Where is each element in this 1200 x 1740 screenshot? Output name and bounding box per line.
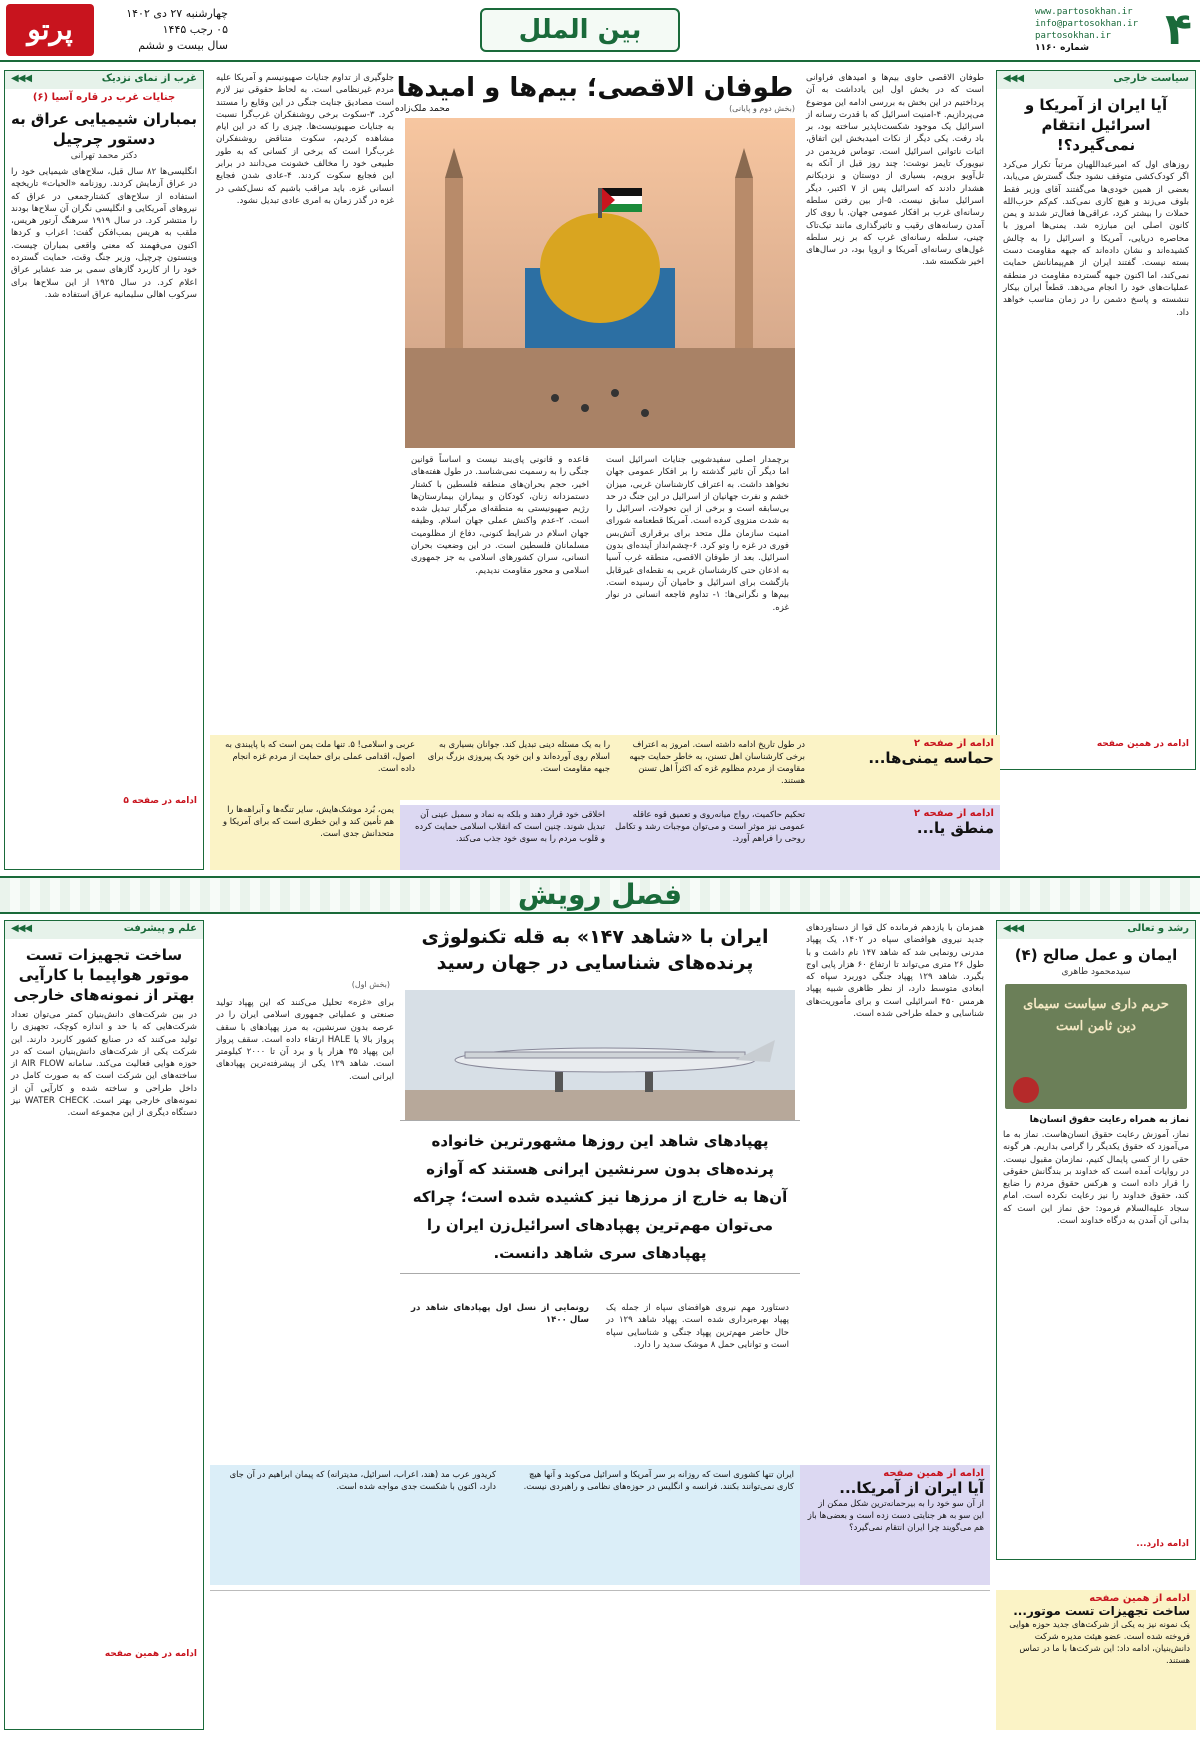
column-author: دکتر محمد تهرانی [70, 151, 138, 161]
column-title: بمباران شیمیایی عراق به دستور چرچیل [10, 110, 198, 148]
column-body: روزهای اول که امیرعبداللهیان مرتباً تکرار می‌کرد اگر کودک‌کشی متوقف نشود جنگ گسترش می‌یابد، بعضی از همین خودی‌ها می‌گفتند آقای وزیر فقط بلوف می‌زند و هیچ کاری نمی‌کند. کم‌کم حزب‌الله حملات را بیشتر کرد، عراقی‌ها فعال‌تر شدند و یمن کانون اصلی این مبارزه شد. یمنی‌ها امروز با محاصره دریایی، آمریکا و اسرائیل را به چالش کشیده‌اند و نشان داده‌اند که جبهه مقاومت دست بسته نیست. گفتند ایران از هم‌پیمانانش حمایت نمی‌کند، اما اکنون جبهه گسترده مقاومت در منطقه عملیات‌های خود را انجام می‌دهد. قطعاً ایران بیکار ننشسته و پاسخ دشمن را در زمان مناسب خواهد داد. [1003, 160, 1189, 318]
drone-illustration [405, 990, 795, 1120]
al-aqsa-image [405, 118, 795, 448]
column-body: در بین شرکت‌های دانش‌بنیان کمتر می‌توان تعداد شرکت‌هایی که با حد و اندازه کوچک، تجهیزی را تولید می‌کنند که در صنایع کشور کاربرد دارند. این شرکت یکی از شرکت‌های دانش‌بنیان است که در حوزه هوایی فعالیت می‌کند. سامانه AIR FLOW از ساخته‌های این شرکت است که به صورت کامل در داخل طراحی و ساخته شده و کارآیی آن از نمونه‌های خارجی بهتر است. WATER CHECK نیز دستگاه دیگری از این مجموعه است. [11, 1010, 197, 1119]
yemen-continuation-extra: یمن، بُرد موشک‌هایش، سایر تنگه‌ها و آبراهه‌ها را هم تأمین کند و این خطری است که برای آمریکا و متحدانش جدی است. [210, 800, 400, 870]
logic-continuation-strip: ادامه از صفحه ۲ منطق یا... تحکیم حاکمیت، رواج میانه‌روی و تعمیق قوه عاقله عمومی نیز موثر است و می‌توان موجبات رشد و تکامل روحی را فراهم آورد. اخلاقی خود قرار دهند و بلکه به نماد و سمبل عینی آن تبدیل شوند. چنین است که انقلاب اسلامی حمایت کرده و قلوب مردم را به سوی خود جذب می‌کند. [400, 805, 1000, 870]
drone-col-d: رونمایی از نسل اول پهپادهای شاهد در سال ۱۴۰۰ [411, 1303, 589, 1326]
logic-continuation-extra [210, 805, 400, 811]
drone-pull-quote: پهپادهای شاهد این روزها مشهورترین خانواده پرنده‌های بدون سرنشین ایرانی هستند که آوازه آن‌ها به خارج از مرزها نیز کشیده شده است؛ چراکه می‌توان مهم‌ترین پهپادهای اسرائیل‌زن ایران را پهپادهای سری شاهد دانست. [400, 1120, 800, 1274]
website-link[interactable]: www.partosokhan.ir [1035, 7, 1133, 17]
west-closeup-column [4, 70, 204, 870]
continue-note: ادامه در همین صفحه [104, 1649, 197, 1659]
date-block [98, 6, 228, 54]
drone-article-part: (بخش اول) [351, 980, 390, 989]
continue-note: ادامه در صفحه ۵ [123, 796, 197, 806]
main-article-col-c: جلوگیری از تداوم جنایات صهیونیسم و آمریکا علیه مردم غیرنظامی است. به لحاظ حقوقی نیز لازم است مصادیق جنایت جنگی در این وقایع را مستند کرد. ۳-سکوت برخی روشنفکران غرب‌گرا نسبت به جنایات صهیونیست‌ها. چیزی را که در این ایام مشاهده کردیم، سکوت متناقض روشنفکران غرب‌گرا است که برخی از کسانی که به طور طبیعی خود را مخالف خشونت می‌دانند در برابر این فجایع سکوت کردند. ۴-عادی شدن فجایع انسانی غزه. باید مراقب باشیم که نسل‌کشی در غزه در گذر زمان به امری عادی تبدیل نشود. [216, 73, 394, 206]
continue-note: ادامه دارد... [1136, 1539, 1189, 1549]
continue-note: ادامه در همین صفحه [1096, 739, 1189, 749]
contact-info [1035, 6, 1138, 54]
arrows-icon: ◀◀◀ [11, 73, 32, 84]
column-header: غرب از نمای نزدیک ◀◀◀ [5, 71, 203, 89]
arrows-icon: ◀◀◀ [1003, 923, 1024, 934]
section-title: بین الملل [480, 8, 680, 52]
date-solar: چهارشنبه ۲۷ دی ۱۴۰۲ [126, 7, 228, 20]
science-column [4, 920, 204, 1730]
column-title: ایمان و عمل صالح (۴) [1014, 946, 1178, 964]
drone-col-a: همزمان با یازدهم فرمانده کل قوا از دستاوردهای جدید نیروی هوافضای سپاه در ۱۴۰۲، یک پهپاد مدرنی رونمایی شد که شاهد ۱۴۷ نام داشت و با طول ۲۶ متری می‌تواند تا ارتفاع ۶۰ هزار پایی اوج بگیرد. شاهد ۱۲۹ پهپاد جنگی دوربرد سپاه که ابعادی متوسط دارد، از نظر ظاهری شبیه پهپاد هرمس ۴۵۰ اسرائیلی است و برای مأموریت‌های شناسایی و حمله طراحی شده است. [806, 923, 985, 1020]
yemen-continuation-strip: ادامه از صفحه ۲ حماسه یمنی‌ها... در طول تاریخ ادامه داشته است. امروز به اعتراف برخی کارشناسان اهل تسنن، به خاطر حمایت جبهه مقاومت از مردم مظلوم غزه که اکثراً اهل تسنن هستند. را به یک مسئله دینی تبدیل کند. جوانان بسیاری به اسلام روی آورده‌اند و این خود یک پیروزی بزرگ برای جبهه مقاومت است. عربی و اسلامی! ۵. تنها ملت یمن است که با پایبندی به اصول، اقدامی عملی برای حمایت از مردم غزه انجام داده است. [210, 735, 1000, 800]
calligraphy-image: حریم داری سیاست سیمای دین ثامن است [1005, 984, 1187, 1109]
main-article-title: طوفان الاقصی؛ بیم‌ها و امیدها [396, 73, 794, 103]
drone-col-b: برای «غزه» تحلیل می‌کنند که این پهپاد تولید صنعتی و عملیاتی جمهوری اسلامی ایران را در عرصه بدون سرنشین، به مرز پهپادهای با سقف پرواز بالا یا HALE ارتقاء داده است. سقف پرواز این پهپاد ۳۵ هزار پا و برد آن تا ۲۰۰۰ کیلومتر است. شاهد ۱۲۹ یکی از پیشرفته‌ترین پهپادهای ایرانی است. [216, 998, 395, 1082]
dome-illustration [405, 118, 795, 448]
rose-icon [1013, 1077, 1039, 1103]
main-article-author: محمد ملک‌زاده [395, 104, 450, 114]
column-body: انگلیسی‌ها ۸۲ سال قبل، سلاح‌های شیمیایی خود را در عراق آزمایش کردند. روزنامه «الحیات» تاریخچه استفاده از سلاح‌های کشتارجمعی در عراق که نیروهای آمریکایی و انگلیسی نگران آن سلاح‌ها بودند را منتشر کرد. در سال ۱۹۱۹ سرهنگ آرتور هریس، ملقب به هریس بمب‌افکن گفت: اعراب و کردها اکنون می‌فهمند که معنی واقعی بمباران چیست. وینستون چرچیل، وزیر جنگ وقت، حمایت گسترده خود را از کاربرد گازهای سمی بر ضد عشایر عراق اعلام کرد. در سال ۱۹۲۵ از این سلاح‌ها برای سرکوب اهالی سلیمانیه عراق استفاده شد. [11, 167, 198, 300]
article-body: طوفان الاقصی حاوی بیم‌ها و امیدهای فراوانی است که در بخش اول این یادداشت به آن پرداختیم در این بخش به بررسی ادامه این موضوع می‌پردازیم. ۴-امنیت اسرائیل که با قدرت رسانه از اسرائیل یک موجود شکست‌ناپذیر ساخته بود، بر باد رفت. یکی دیگر از نکات امیدبخش این اتفاق، اثبات ناتوانی اسرائیل است. توماس فریدمن در نیویورک تایمز نوشت: چند روز قبل از آنکه به تل‌آویو برویم، بسیاری از دوستان و نزدیکانم هشدار دادند که اسرائیل پس از ۷ اکتبر، دیگر اسرائیل سابق نیست. ۵-از بین رفتن سلطه رسانه‌ای غرب بر افکار عمومی جهان. با روی کار آمدن رسانه‌های رقیب و تاثیرگذاری مانند تیک‌تاک چینی، سلطه رسانه‌ای غرب که بر زیر سلطه غول‌های رسانه‌ای آمریکا و اروپا بود، در سال‌های اخیر شکسته شد. [806, 73, 984, 268]
main-article-col-a: برچمدار اصلی سفیدشویی جنایات اسرائیل است اما دیگر آن تاثیر گذشته را بر افکار عمومی جهان نخواهد داشت. به اعتراف کارشناسان غربی، میزان خشم و نفرت جهانیان از اسرائیل در این جنگ در حد بی‌سابقه است و برخی از این تحولات، اسرائیل را به شدت منزوی کرده است. آمریکا قطعنامه شورای امنیت سازمان ملل متحد برای برقراری آتش‌بس فوری در غزه را وتو کرد. ۶-چشم‌انداز آینده‌ای بدون اسرائیل. بعد از طوفان الاقصی، منطقه غرب آسیا به اذعان حتی کارشناسان غربی به نقطه‌ای غیرقابل بازگشت برای اسرائیل و حامیان آن رسیده است. بیم‌ها و نگرانی‌ها: ۱- تداوم فاجعه انسانی در نوار غزه. [606, 455, 789, 613]
date-lunar: ۰۵ رجب ۱۴۴۵ [162, 23, 228, 36]
main-article-part: (بخش دوم و پایانی) [729, 104, 795, 113]
column-header: علم و پیشرفت ◀◀◀ [5, 921, 203, 939]
engine-test-continuation: ادامه از همین صفحه ساخت تجهیزات تست موتور... یک نمونه نیز به یکی از شرکت‌های جدید حوزه هوایی فروخته شده است. عضو هیئت مدیره شرکت دانش‌بنیان، ادامه داد: این شرکت‌ها با ما در تماس هستند. [996, 1590, 1196, 1730]
column-header: سیاست خارجی ◀◀◀ [997, 71, 1195, 89]
masthead [0, 0, 1200, 62]
corridor-strip: ایران تنها کشوری است که روزانه بر سر آمریکا و اسرائیل می‌کوبد و آنها هیچ کاری نمی‌توانند بکنند. فرانسه و انگلیس در حوزه‌های نظامی و راهبردی نیست. کریدور عرب مد (هند، اعراب، اسرائیل، مدیترانه) که پیمان ابراهیم در آن جای دارد، اکنون با شکست جدی مواجه شده است. [210, 1465, 800, 1585]
email-link[interactable]: info@partosokhan.ir [1035, 19, 1138, 29]
section2-title: فصل رویش [517, 878, 683, 911]
column-title: ساخت تجهیزات تست موتور هواپیما با کارآیی بهتر از نمونه‌های خارجی [13, 946, 195, 1004]
column-header: رشد و تعالی ◀◀◀ [997, 921, 1195, 939]
arrows-icon: ◀◀◀ [1003, 73, 1024, 84]
main-article-col-b: قاعده و قانونی پای‌بند نیست و اساساً قوانین جنگی را به رسمیت نمی‌شناسد. در طول هفته‌های اخیر، حجم بحران‌های منطقه فلسطین با کشتار دستمزدانه زنان، کودکان و بیماران بیمارستان‌ها رژیم صهیونیستی به منطقه‌ای مرگبار تبدیل شده است. ۲-عدم واکنش عملی جهان اسلام. وظیفه جهان اسلام در شرایط کنونی، دفاع از مظلومیت مسلمانان فلسطین است. در این وضعیت بحران انسانی، سران کشورهای اسلامی به جز جمهوری اسلامی و محور مقاومت ندیدیم. [411, 455, 589, 576]
column-subhead: نماز به همراه رعایت حقوق انسان‌ها [1029, 1115, 1189, 1125]
newspaper-logo: پرتو [6, 4, 94, 56]
arrows-icon: ◀◀◀ [11, 923, 32, 934]
drone-col-c: دستاورد مهم نیروی هوافضای سپاه از جمله یک پهپاد بهره‌برداری شده است. پهپاد شاهد ۱۲۹ در حال حاضر مهم‌ترین پهپاد جنگی و شناسایی سپاه است و توانایی حمل ۸ موشک سدید را دارد. [606, 1303, 789, 1350]
social-handle[interactable]: partosokhan.ir [1035, 31, 1111, 41]
column-author: سیدمحمود طاهری [1061, 967, 1131, 977]
foreign-policy-column [996, 70, 1196, 770]
column-title: آیا ایران از آمریکا و اسرائیل انتقام نمی‌گیرد؟! [1024, 96, 1168, 154]
bottom-text-area [210, 1590, 990, 1730]
growth-column [996, 920, 1196, 1560]
column-body: نماز، آموزش رعایت حقوق انسان‌هاست. نماز به ما می‌آموزد که حقوق یکدیگر را گرامی بداریم. هر گونه حقی را از کسی پایمال کنیم، نمازمان مقبول نیست. در روایات آمده است که خداوند بر بندگانش حقوقی را قرار داده است و هرکس حقوق مردم را ضایع کند، حقوق خداوند را نیز رعایت نکرده است. امام سجاد علیه‌السلام فرمود: حق نماز این است که بدانی آن آمدن به درگاه خداوند است. [1003, 1130, 1189, 1227]
drone-article-title: ایران با «شاهد ۱۴۷» به قله تکنولوژی پرنده‌های شناسایی در جهان رسید [421, 926, 769, 974]
page-number: ۴ [1165, 4, 1192, 55]
issue-number: شماره ۱۱۶۰ [1035, 43, 1089, 53]
column-kicker: جنایات غرب در قاره آسیا (۶) [32, 92, 176, 103]
article-text-column [800, 70, 990, 730]
drone-image [405, 990, 795, 1120]
iran-america-continuation: ادامه از همین صفحه آیا ایران از آمریکا... از آن سو خود را به بیرحمانه‌ترین شکل ممکن از این سو به هر جنایتی دست زده است و بعضی‌ها باز هم می‌گویند چرا ایران انتقام نمی‌گیرد؟ [800, 1465, 990, 1585]
year-label: سال بیست و ششم [138, 39, 228, 52]
